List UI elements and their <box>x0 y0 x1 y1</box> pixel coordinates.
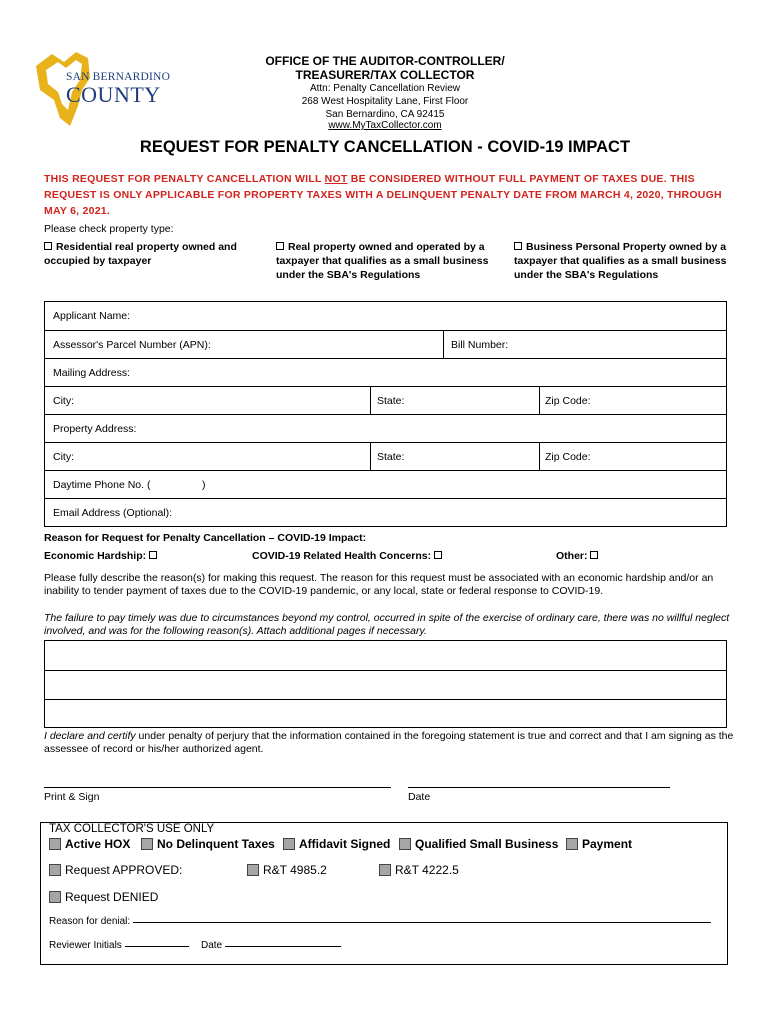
signature-line[interactable] <box>44 787 391 788</box>
date-line[interactable] <box>408 787 670 788</box>
checkbox-icon[interactable] <box>247 864 259 876</box>
review-date-field[interactable] <box>201 940 341 951</box>
rt-4222-check[interactable] <box>379 863 459 877</box>
field-label: Email Address (Optional): <box>53 507 173 519</box>
option-label: Affidavit Signed <box>299 837 391 851</box>
describe-instructions: Please fully describe the reason(s) for making this request. The reason for this request must be associated with an economic hardship and/or an inability to tender payment of taxes due to the COVID-19 pandemic, or any local, state or federal response to COVID-19. <box>44 572 714 597</box>
active-hox-check[interactable] <box>49 837 130 851</box>
reason-textarea[interactable] <box>44 640 727 728</box>
state-label: State: <box>377 395 405 407</box>
other-option[interactable] <box>556 550 602 562</box>
option-label: R&T 4985.2 <box>263 863 327 877</box>
denied-check[interactable] <box>49 890 158 904</box>
bill-number-label: Bill Number: <box>451 339 509 351</box>
print-sign-label: Print & Sign <box>44 791 100 803</box>
city-label: City: <box>53 451 74 463</box>
city-line: San Bernardino, CA 92415 <box>325 109 445 120</box>
checkbox-icon[interactable] <box>283 838 295 850</box>
city-label: City: <box>53 395 74 407</box>
checkbox-icon[interactable] <box>399 838 411 850</box>
property-option-real-property[interactable] <box>276 240 498 282</box>
street-line: 268 West Hospitality Lane, First Floor <box>301 96 469 107</box>
mailing-address-field[interactable] <box>45 359 726 387</box>
logo-line2: COUNTY <box>66 82 161 107</box>
checkbox-icon[interactable] <box>141 838 153 850</box>
field-label: Applicant Name: <box>53 310 131 322</box>
checkbox-icon[interactable] <box>434 551 442 559</box>
notice-part1: THIS REQUEST FOR PENALTY CANCELLATION WILL <box>44 173 325 185</box>
zip-label: Zip Code: <box>545 395 591 407</box>
field-label: Property Address: <box>53 423 137 435</box>
notice-text <box>44 171 734 219</box>
field-label: Date <box>201 940 223 951</box>
state-label: State: <box>377 451 405 463</box>
checkbox-icon[interactable] <box>44 242 52 250</box>
declaration-italic: I declare and certify <box>44 730 136 742</box>
reason-heading: Reason for Request for Penalty Cancellation – COVID-19 Impact: <box>44 532 367 544</box>
declaration-text <box>44 730 739 756</box>
property-city-row <box>45 443 726 471</box>
checkbox-icon[interactable] <box>49 891 61 903</box>
property-address-field[interactable] <box>45 415 726 443</box>
page-title: REQUEST FOR PENALTY CANCELLATION - COVID-19 IMPACT <box>139 138 631 156</box>
economic-hardship-option[interactable] <box>44 550 161 562</box>
phone-close-paren: ) <box>202 479 206 491</box>
option-label: R&T 4222.5 <box>395 863 459 877</box>
checkbox-icon[interactable] <box>276 242 284 250</box>
health-concerns-option[interactable] <box>252 550 446 562</box>
logo-line1: SAN BERNARDINO <box>66 71 171 83</box>
option-label: Request DENIED <box>65 890 159 904</box>
option-label: Payment <box>582 837 633 851</box>
option-label: Active HOX <box>65 837 131 851</box>
field-label: Mailing Address: <box>53 367 131 379</box>
applicant-name-field[interactable] <box>45 302 726 331</box>
tax-collector-section <box>40 822 728 965</box>
checkbox-icon[interactable] <box>49 864 61 876</box>
checkbox-icon[interactable] <box>149 551 157 559</box>
option-label: Economic Hardship: <box>44 550 147 562</box>
field-label: Reviewer Initials <box>49 940 122 951</box>
qualified-check[interactable] <box>399 837 558 851</box>
option-label: Request APPROVED: <box>65 863 183 877</box>
property-option-residential[interactable] <box>44 240 259 268</box>
apn-label: Assessor's Parcel Number (APN): <box>53 339 211 351</box>
notice-not: NOT <box>324 173 348 185</box>
apn-row <box>45 331 726 359</box>
tax-collector-heading: TAX COLLECTOR'S USE ONLY <box>49 823 215 835</box>
option-label: Real property owned and operated by a taxpayer that qualifies as a small business under the SBA's Regulations <box>276 241 489 281</box>
attn-line: Attn: Penalty Cancellation Review <box>309 83 461 94</box>
property-option-business-personal[interactable] <box>514 240 729 282</box>
option-label: Business Personal Property owned by a taxpayer that qualifies as a small business under the SBA's Regulations <box>514 241 727 281</box>
option-label: Qualified Small Business <box>415 837 559 851</box>
no-delinquent-check[interactable] <box>141 837 275 851</box>
phone-label: Daytime Phone No. ( <box>53 479 151 491</box>
affidavit-check[interactable] <box>283 837 390 851</box>
option-label: COVID-19 Related Health Concerns: <box>252 550 432 562</box>
failure-statement: The failure to pay timely was due to circumstances beyond my control, occurred in spite of the exercise of ordinary care, there was no willful neglect involved, and was for the following reason(s). Attach additional pages if necessary. <box>44 612 730 637</box>
option-label: Other: <box>556 550 588 562</box>
email-field[interactable] <box>45 499 726 526</box>
payment-check[interactable] <box>566 837 632 851</box>
notice-part2: BE CONSIDERED WITHOUT FULL PAYMENT OF TAXES DUE. THIS REQUEST IS ONLY APPLICABLE FOR PROPERTY TAXES WITH A DELINQUENT PENALTY DATE FROM MARCH 4, 2020, THROUGH MAY 6, 2021. <box>44 173 722 217</box>
phone-field[interactable] <box>45 471 726 499</box>
office-line2: TREASURER/TAX COLLECTOR <box>295 68 475 82</box>
option-label: Residential real property owned and occupied by taxpayer <box>44 241 237 267</box>
rt-4985-check[interactable] <box>247 863 327 877</box>
mailing-city-row <box>45 387 726 415</box>
website-link[interactable]: www.MyTaxCollector.com <box>328 120 442 131</box>
checkbox-icon[interactable] <box>379 864 391 876</box>
applicant-info-grid <box>44 301 727 527</box>
zip-label: Zip Code: <box>545 451 591 463</box>
reason-denial-field[interactable] <box>49 916 711 927</box>
office-line1: OFFICE OF THE AUDITOR-CONTROLLER/ <box>265 54 505 68</box>
date-label: Date <box>408 791 431 803</box>
option-label: No Delinquent Taxes <box>157 837 275 851</box>
property-type-prompt: Please check property type: <box>44 223 174 235</box>
checkbox-icon[interactable] <box>514 242 522 250</box>
checkbox-icon[interactable] <box>566 838 578 850</box>
field-label: Reason for denial: <box>49 916 131 927</box>
declaration-rest: under penalty of perjury that the information contained in the foregoing statement is true and correct and that I am signing as the assessee of record or his/her authorized agent. <box>44 730 734 755</box>
approved-check[interactable] <box>49 863 182 877</box>
checkbox-icon[interactable] <box>590 551 598 559</box>
reviewer-initials-field[interactable] <box>49 940 189 951</box>
checkbox-icon[interactable] <box>49 838 61 850</box>
